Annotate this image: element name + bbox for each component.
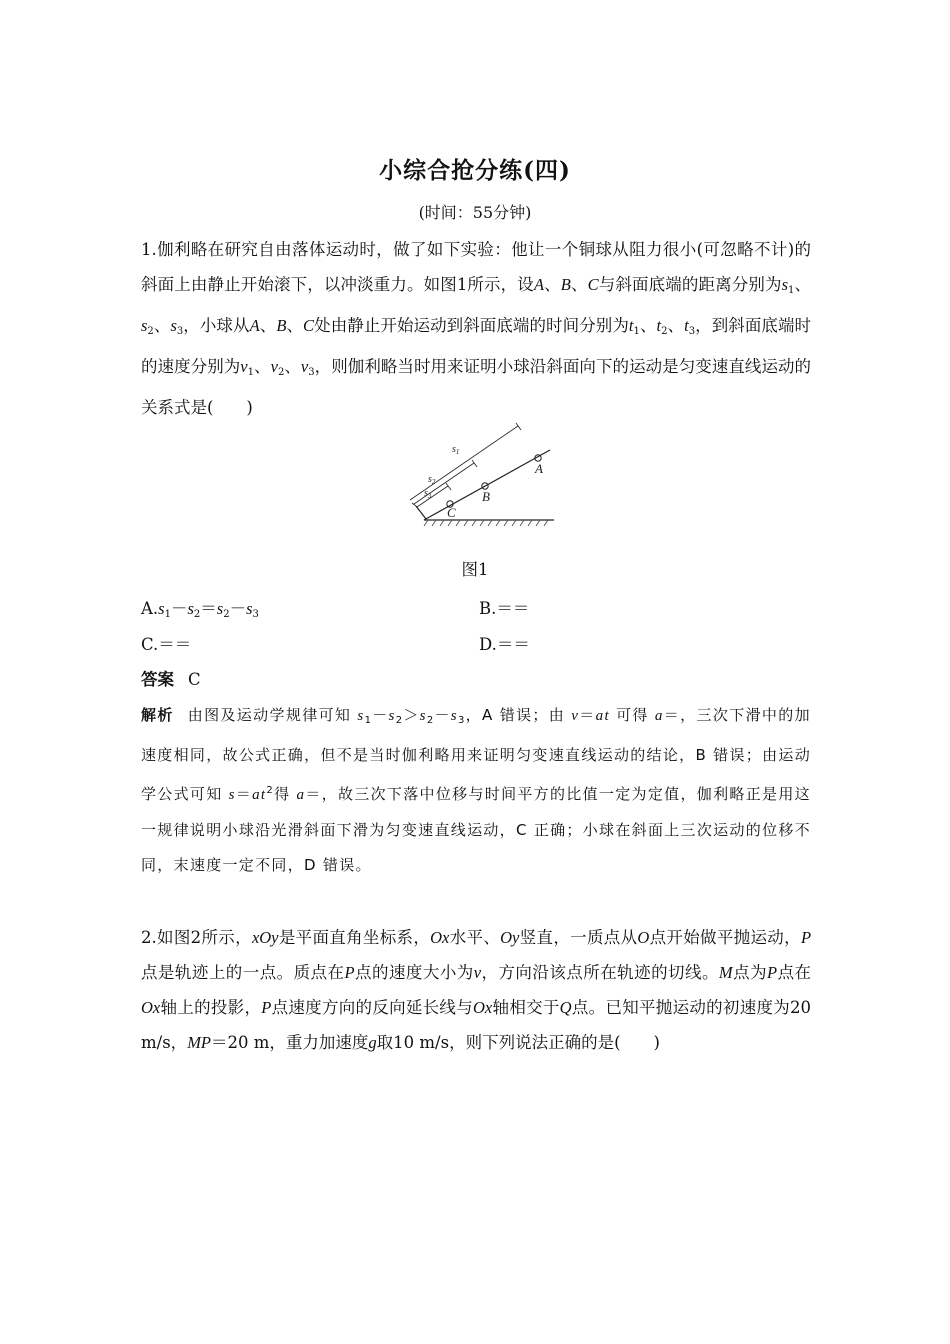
question-1: 1.伽利略在研究自由落体运动时，做了如下实验：他让一个铜球从阻力很小(可忽略不计)的斜面上由静止开始滚下，以冲淡重力。如图1所示，设A、B、C与斜面底端的距离分别为$s_1$、$s_2$、$s_3$，小球从A、B、C处由静止开始运动到斜面底端的时间分别为$t_1$、$t_2$、$t_3$，到斜面底端时的速度分别为$v_1$、$v_2$、$v_3$，则伽利略当时用来证明小球沿斜面向下的运动是匀变速直线运动的关系式是( ) <box>141 240 812 417</box>
page-title: 小综合抢分练(四) <box>379 157 571 184</box>
svg-text:s1: $s_1$ <box>452 444 460 456</box>
label-s3: s <box>424 488 428 499</box>
analysis: 解析 由图及运动学规律可知 $s_1-s_2>s_2-s_3$，A 错误；由 v＝at 可得 a＝，三次下滑中的加速度相同，故公式正确，但不是当时伽利略用来证明匀变速直线运动的结论，B 错误；由运动学公式可知 $s=at^2$得 a＝，故三次下落中位移与时间平方的比值一定为定值，伽利略正是用这一规律说明小球沿光滑斜面下滑为匀变速直线运动，C 正确；小球在斜面上三次运动的位移不同，末速度一定不同，D 错误。 <box>141 706 811 874</box>
question-2: 2.如图2所示，xOy是平面直角坐标系，Ox水平、Oy竖直，一质点从O点开始做平抛运动，P点是轨迹上的一点。质点在P点的速度大小为v，方向沿该点所在轨迹的切线。M点为P点在Ox轴上的投影，P点速度方向的反向延长线与Ox轴相交于Q点。已知平抛运动的初速度为20 m/s，MP＝20 m，重力加速度g取10 m/s，则下列说法正确的是( ) <box>141 928 812 1052</box>
time-limit: (时间：55分钟) <box>418 203 532 222</box>
incline-figure <box>392 420 562 530</box>
answer: 答案 C <box>141 670 201 689</box>
label-c: C <box>447 505 456 520</box>
label-s1: s <box>452 444 456 455</box>
incline-surface <box>424 450 550 520</box>
option-a: $A.s_1-s_2=s_2-s_3$ <box>141 599 259 620</box>
figure-1-caption: 图1 <box>461 560 489 579</box>
svg-text:s3: $s_3$ <box>424 488 432 500</box>
label-b: B <box>482 489 490 504</box>
label-s2: s <box>428 474 432 485</box>
option-b: B.＝＝ <box>479 599 530 618</box>
svg-text:s2: $s_2$ <box>428 474 436 486</box>
option-c: C.＝＝ <box>141 635 192 654</box>
label-a: A <box>535 461 543 476</box>
option-d: D.＝＝ <box>479 635 530 654</box>
